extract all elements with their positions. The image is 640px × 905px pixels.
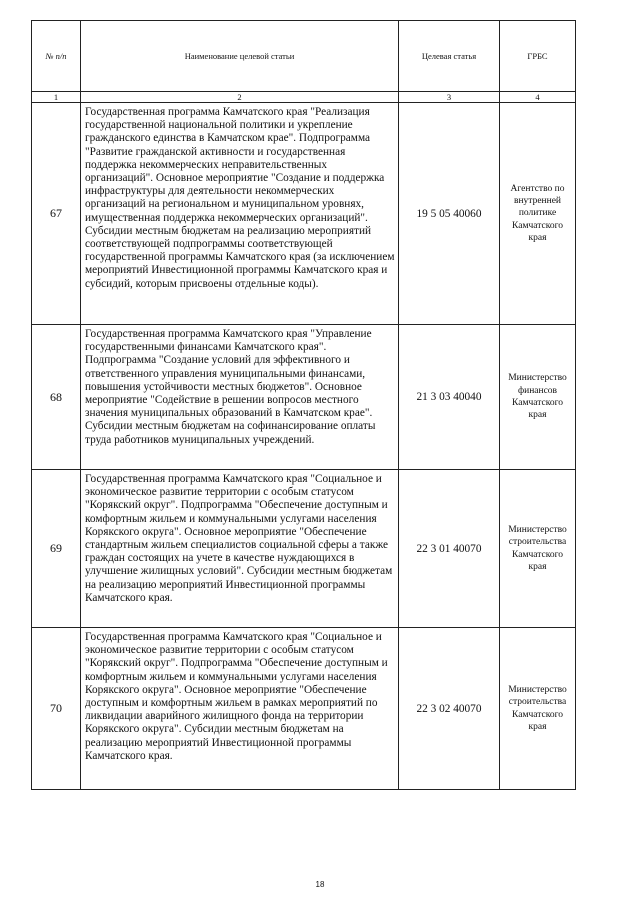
- row-name: Государственная программа Камчатского края "Социальное и экономическое развитие территории с особым статусом "Корякский округ". Подпрограмма "Обеспечение доступным и комфортным жильем и коммунальными услугами населения Корякского округа". Основное мероприятие "Обеспечение стандартным жильем специалистов социальной сферы а также граждан состоящих на учете в качестве нуждающихся в улучшение жилищных условий". Субсидии местным бюджетам на реализацию мероприятий Инвестиционной программы Камчатского края.: [81, 470, 399, 628]
- row-name: Государственная программа Камчатского края "Управление государственными финансами Камчатского края". Подпрограмма "Создание условий для эффективного и ответственного управления муниципальными финансами, повышения устойчивости местных бюджетов". Основное мероприятие "Содействие в решении вопросов местного значения муниципальных образований в Камчатском крае". Субсидии местным бюджетам на софинансирование оплаты труда работников муниципальных учреждений.: [81, 325, 399, 470]
- row-grbs: Министерство строительства Камчатского края: [500, 470, 576, 628]
- index-cell: 3: [399, 92, 500, 103]
- row-grbs: Агентство по внутренней политике Камчатского края: [500, 103, 576, 325]
- row-number: 68: [32, 325, 81, 470]
- column-index-row: [32, 92, 576, 103]
- table-row: [32, 470, 576, 628]
- row-code: 22 3 01 40070: [399, 470, 500, 628]
- table-row: [32, 628, 576, 790]
- index-cell: 2: [81, 92, 399, 103]
- row-code: 22 3 02 40070: [399, 628, 500, 790]
- row-grbs: Министерство финансов Камчатского края: [500, 325, 576, 470]
- row-name: Государственная программа Камчатского края "Социальное и экономическое развитие территории с особым статусом "Корякский округ". Подпрограмма "Обеспечение доступным и комфортным жильем и коммунальными услугами населения Корякского округа". Основное мероприятие "Обеспечение доступным и комфортным жильем в рамках мероприятий по ликвидации аварийного жилищного фонда на территории Корякского округа". Субсидии местным бюджетам на реализацию мероприятий Инвестиционной программы Камчатского края.: [81, 628, 399, 790]
- header-num: № п/п: [32, 21, 81, 92]
- header-code: Целевая статья: [399, 21, 500, 92]
- budget-table: [31, 20, 576, 790]
- row-code: 21 3 03 40040: [399, 325, 500, 470]
- row-number: 70: [32, 628, 81, 790]
- row-code: 19 5 05 40060: [399, 103, 500, 325]
- index-cell: 1: [32, 92, 81, 103]
- row-name: Государственная программа Камчатского края "Реализация государственной национальной политики и укрепление гражданского единства в Камчатском крае". Подпрограмма "Развитие гражданской активности и государственная поддержка некоммерческих неправительственных организаций". Основное мероприятие "Создание и поддержка инфраструктуры для деятельности некоммерческих организаций на региональном и муниципальном уровнях, имущественная поддержка некоммерческих организаций". Субсидии местным бюджетам на реализацию мероприятий соответствующей подпрограммы соответствующей государственной программы Камчатского края (за исключением мероприятий Инвестиционной программы Камчатского края и субсидий, которым присвоены отдельные коды).: [81, 103, 399, 325]
- table-header-row: [32, 21, 576, 92]
- header-name: Наименование целевой статьи: [81, 21, 399, 92]
- header-grbs: ГРБС: [500, 21, 576, 92]
- index-cell: 4: [500, 92, 576, 103]
- page-number: 18: [315, 880, 325, 889]
- table-row: [32, 103, 576, 325]
- table-row: [32, 325, 576, 470]
- row-grbs: Министерство строительства Камчатского края: [500, 628, 576, 790]
- row-number: 69: [32, 470, 81, 628]
- row-number: 67: [32, 103, 81, 325]
